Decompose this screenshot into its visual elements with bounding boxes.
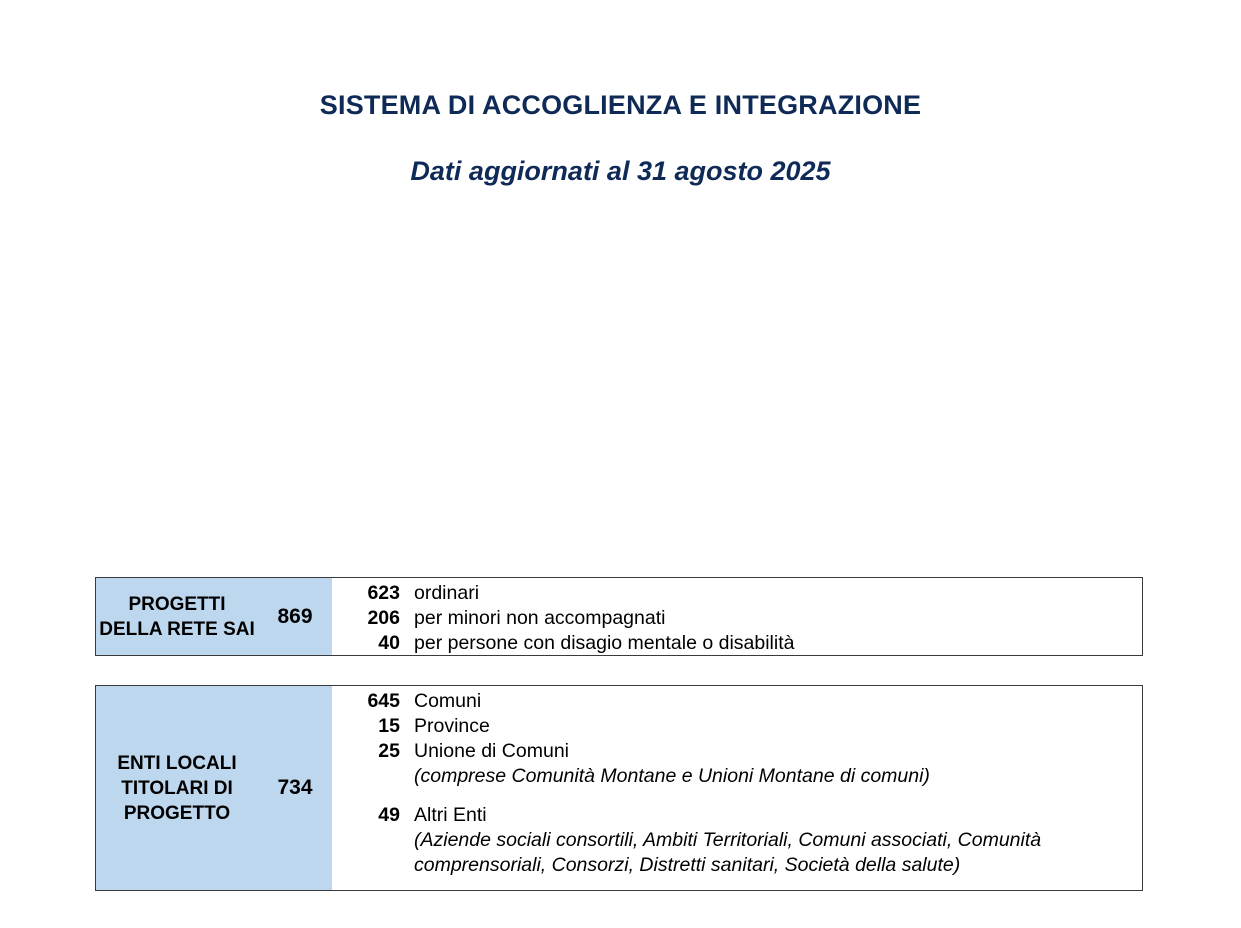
page-title: SISTEMA DI ACCOGLIENZA E INTEGRAZIONE xyxy=(319,90,922,120)
row-text: per minori non accompagnati xyxy=(414,607,666,629)
row-value: 15 xyxy=(378,715,400,737)
spacer xyxy=(332,789,1142,803)
page-subtitle: Dati aggiornati al 31 agosto 2025 xyxy=(410,156,831,186)
row-text: Province xyxy=(414,715,490,737)
table-row xyxy=(332,581,1142,606)
row-note: (comprese Comunità Montane e Unioni Montane di comuni) xyxy=(414,765,930,787)
row-value: 645 xyxy=(367,690,400,712)
enti-table xyxy=(95,685,1143,891)
table-row xyxy=(332,631,1142,656)
row-value: 40 xyxy=(378,632,400,654)
table-row xyxy=(332,739,1142,764)
table-row xyxy=(332,606,1142,631)
table-row xyxy=(332,803,1142,828)
enti-summary xyxy=(96,686,332,890)
progetti-breakdown xyxy=(332,578,1142,655)
enti-total: 734 xyxy=(277,776,313,799)
row-value: 206 xyxy=(367,607,400,629)
row-text: Altri Enti xyxy=(414,804,487,826)
row-note: comprensoriali, Consorzi, Distretti sanitari, Società della salute) xyxy=(414,854,961,876)
row-text: ordinari xyxy=(414,582,480,604)
table-row xyxy=(332,689,1142,714)
row-note: (Aziende sociali consortili, Ambiti Territoriali, Comuni associati, Comunità xyxy=(414,829,1042,851)
enti-breakdown xyxy=(332,686,1142,890)
row-value: 49 xyxy=(378,804,400,826)
row-text: Comuni xyxy=(414,690,482,712)
row-text: per persone con disagio mentale o disabilità xyxy=(414,632,795,654)
progetti-summary xyxy=(96,578,332,655)
row-text: Unione di Comuni xyxy=(414,740,570,762)
enti-label: ENTI LOCALI TITOLARI DI PROGETTO xyxy=(117,752,237,824)
progetti-table xyxy=(95,577,1143,656)
progetti-total: 869 xyxy=(277,604,313,628)
row-value: 25 xyxy=(378,740,400,762)
progetti-label: PROGETTI DELLA RETE SAI xyxy=(99,593,255,640)
table-row xyxy=(332,714,1142,739)
row-value: 623 xyxy=(367,582,400,604)
